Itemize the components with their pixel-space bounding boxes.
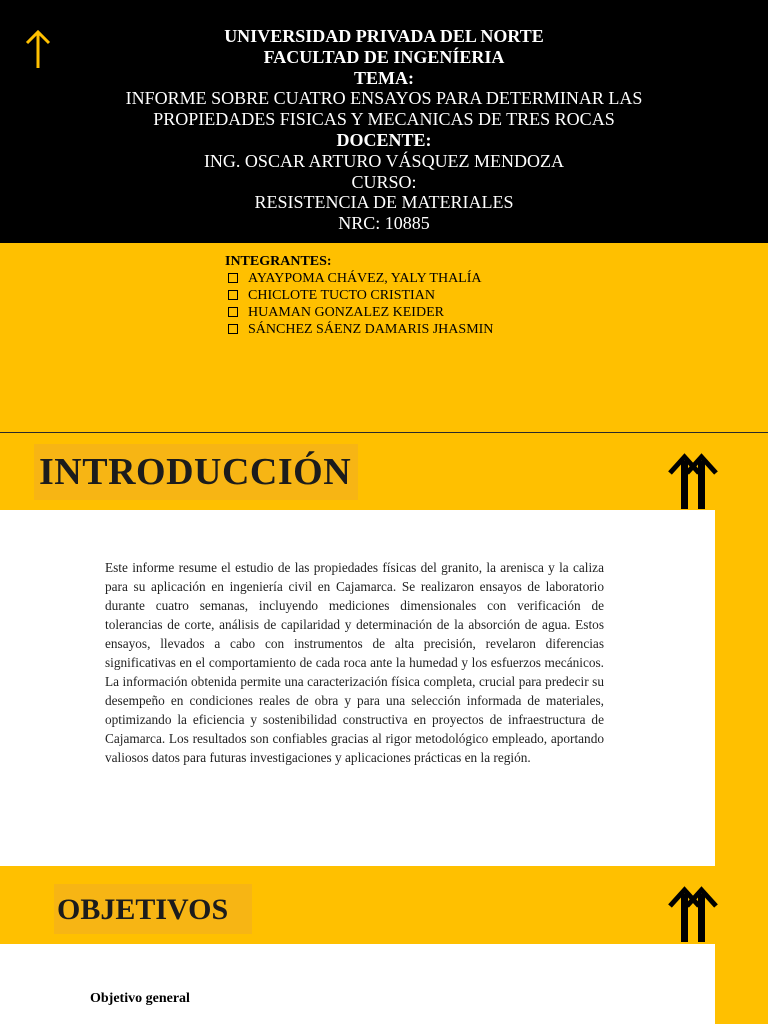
header-line: INFORME SOBRE CUATRO ENSAYOS PARA DETERMINAR LAS [125,88,643,109]
header-line: CURSO: [351,171,417,192]
member-item [225,270,493,287]
header-line: NRC: 10885 [338,213,430,234]
member-item [225,304,493,321]
member-item [225,287,493,304]
introduction-paragraph: Este informe resume el estudio de las propiedades físicas del granito, la arenisca y la caliza para su aplicación en ingeniería civil en Cajamarca. Se realizaron ensayos de laboratorio durante cuatro semanas, incluyendo mediciones dimensionales con verificación de tolerancias de corte, análisis de capilaridad y determinación de la absorción de agua. Estos ensayos, llevados a cabo con instrumentos de alta precisión, revelaron diferencias significativas en el comportamiento de cada roca ante la humedad y los esfuerzos mecánicos. La información obtenida permite una caracterización física completa, crucial para predecir su desempeño en condiciones reales de obra y para una selección informada de materiales, optimizando la eficiencia y sostenibilidad constructiva en proyectos de infraestructura de Cajamarca. Los resultados son confiables gracias al rigor metodológico empleado, aportando valiosos datos para futuras investigaciones y aplicaciones prácticas en la región. [105,560,604,765]
checkbox-bullet-icon [228,290,238,300]
header-line: UNIVERSIDAD PRIVADA DEL NORTE [224,26,544,46]
member-name: HUAMAN GONZALEZ KEIDER [248,305,444,320]
checkbox-bullet-icon [228,273,238,283]
introduction-heading: INTRODUCCIÓN [34,444,358,500]
header-line: ING. OSCAR ARTURO VÁSQUEZ MENDOZA [203,150,565,171]
double-arrow-up-icon [667,884,719,942]
header-line: RESISTENCIA DE MATERIALES [254,192,514,213]
objective-general-subheading: Objetivo general [90,991,190,1006]
integrantes-list [225,253,493,338]
checkbox-bullet-icon [228,307,238,317]
header-line: DOCENTE: [336,129,432,150]
header-line: TEMA: [354,67,414,88]
header-line: PROPIEDADES FISICAS Y MECANICAS DE TRES ROCAS [153,109,615,130]
member-name: SÁNCHEZ SÁENZ DAMARIS JHASMIN [248,322,494,337]
member-name: AYAYPOMA CHÁVEZ, YALY THALÍA [248,271,482,286]
header-line: FACULTAD DE INGENÍERIA [263,46,505,67]
double-arrow-up-icon [667,451,719,509]
objectives-heading: OBJETIVOS [54,884,252,934]
document-header [0,0,768,243]
member-name: CHICLOTE TUCTO CRISTIAN [248,288,435,303]
member-item [225,321,493,338]
checkbox-bullet-icon [228,324,238,334]
header-title-block [0,26,768,234]
integrantes-title: INTEGRANTES: [225,254,332,269]
